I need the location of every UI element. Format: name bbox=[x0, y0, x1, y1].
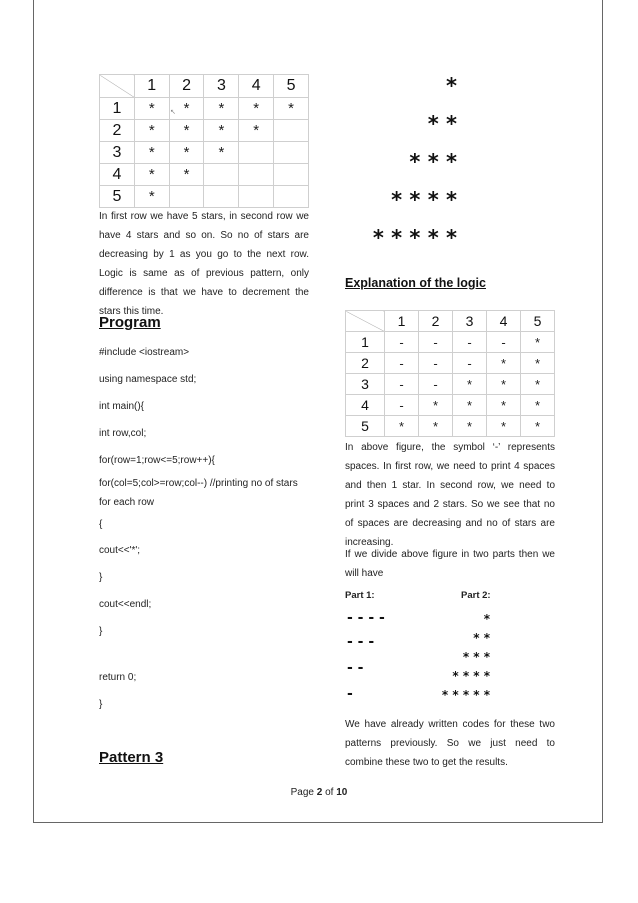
table-cell: * bbox=[453, 395, 487, 416]
star-figure bbox=[345, 74, 457, 254]
col-header: 5 bbox=[521, 311, 555, 332]
figure2-table bbox=[345, 310, 555, 437]
table-cell: * bbox=[239, 120, 274, 142]
table-cell: - bbox=[487, 332, 521, 353]
table-cell: * bbox=[521, 395, 555, 416]
table-cell: - bbox=[419, 353, 453, 374]
row-header: 5 bbox=[100, 186, 135, 208]
right-paragraph-1: In above figure, the symbol ‘-’ represents spaces. In first row, we need to print 4 spaces and then 1 star. In second row, we need to print 3 spaces and 2 stars. So we see that no of spaces are decreasing and no of stars are increasing. bbox=[345, 442, 555, 548]
code-line: using namespace std; bbox=[99, 374, 197, 385]
table-row bbox=[346, 395, 555, 416]
table-cell bbox=[239, 186, 274, 208]
table-cell: - bbox=[453, 353, 487, 374]
corner-cell bbox=[346, 311, 385, 332]
dash-row: - - bbox=[347, 660, 364, 676]
part2-star-figure bbox=[415, 612, 490, 708]
code-line: #include <iostream> bbox=[99, 347, 190, 358]
corner-cell bbox=[100, 75, 135, 98]
row-header: 5 bbox=[346, 416, 385, 437]
table-cell: - bbox=[385, 395, 419, 416]
row-header: 2 bbox=[100, 120, 135, 142]
table-cell: * bbox=[521, 332, 555, 353]
table-cell: * bbox=[239, 98, 274, 120]
table-row bbox=[100, 164, 309, 186]
table-cell bbox=[274, 120, 309, 142]
table-cell bbox=[204, 164, 239, 186]
explanation-heading: Explanation of the logic bbox=[345, 276, 486, 290]
table-cell: * bbox=[487, 416, 521, 437]
figure1-container bbox=[99, 74, 309, 208]
part2-label: Part 2: bbox=[461, 590, 491, 601]
col-header: 5 bbox=[274, 75, 309, 98]
dash-figure bbox=[345, 610, 405, 710]
table-cell bbox=[239, 164, 274, 186]
row-header: 3 bbox=[100, 142, 135, 164]
table-cell: * bbox=[204, 98, 239, 120]
footer-current-page: 2 bbox=[316, 787, 323, 798]
code-line: } bbox=[99, 572, 103, 583]
table-row bbox=[346, 374, 555, 395]
star-row: * * * * * bbox=[372, 226, 457, 250]
table-cell: * bbox=[419, 416, 453, 437]
table-cell: * bbox=[487, 353, 521, 374]
table-cell bbox=[169, 186, 204, 208]
table-cell: * bbox=[169, 120, 204, 142]
row-header: 1 bbox=[100, 98, 135, 120]
table-cell: * bbox=[521, 374, 555, 395]
star-row: * * * * bbox=[452, 669, 490, 683]
table-cell: * bbox=[204, 142, 239, 164]
cursor-artifact-icon: ↖ bbox=[170, 109, 176, 116]
table-cell: * bbox=[134, 142, 169, 164]
footer-prefix: Page bbox=[290, 787, 317, 798]
table-row bbox=[100, 120, 309, 142]
table-cell: - bbox=[385, 374, 419, 395]
footer-total-pages: 10 bbox=[336, 787, 348, 798]
table-cell: * bbox=[274, 98, 309, 120]
col-header: 3 bbox=[453, 311, 487, 332]
col-header: 1 bbox=[134, 75, 169, 98]
table-cell: * bbox=[521, 416, 555, 437]
code-line: for(col=5;col>=row;col--) //printing no of stars for each row bbox=[99, 478, 298, 508]
row-header: 4 bbox=[346, 395, 385, 416]
dash-row: - - - bbox=[347, 634, 375, 650]
code-line: return 0; bbox=[99, 672, 137, 683]
table-cell: - bbox=[385, 332, 419, 353]
star-row: * * * * * bbox=[441, 688, 490, 702]
dash-row: - bbox=[347, 686, 353, 702]
program-heading: Program bbox=[99, 314, 161, 331]
page-footer bbox=[0, 787, 638, 798]
pattern3-heading: Pattern 3 bbox=[99, 749, 164, 766]
col-header: 1 bbox=[385, 311, 419, 332]
row-header: 3 bbox=[346, 374, 385, 395]
star-row: * * * bbox=[409, 150, 457, 174]
table-cell: * bbox=[385, 416, 419, 437]
figure2-container bbox=[345, 310, 555, 437]
table-row bbox=[346, 332, 555, 353]
table-row bbox=[346, 353, 555, 374]
row-header: 4 bbox=[100, 164, 135, 186]
table-cell: - bbox=[419, 374, 453, 395]
table-cell bbox=[274, 186, 309, 208]
table-row bbox=[100, 98, 309, 120]
table-cell: * bbox=[453, 416, 487, 437]
star-row: * * bbox=[473, 631, 490, 645]
code-line: } bbox=[99, 626, 103, 637]
table-cell bbox=[274, 164, 309, 186]
table-cell: - bbox=[453, 332, 487, 353]
code-line: for(row=1;row<=5;row++){ bbox=[99, 455, 215, 466]
code-line: int main(){ bbox=[99, 401, 145, 412]
table-cell: - bbox=[385, 353, 419, 374]
footer-middle: of bbox=[322, 787, 337, 798]
star-row: * * * * bbox=[391, 188, 457, 212]
col-header: 2 bbox=[169, 75, 204, 98]
figure1-header-row bbox=[100, 75, 309, 98]
figure2-header-row bbox=[346, 311, 555, 332]
code-line: cout<<'*'; bbox=[99, 545, 141, 556]
table-cell bbox=[204, 186, 239, 208]
star-row: * * * bbox=[462, 650, 490, 664]
figure1-table bbox=[99, 74, 309, 208]
star-row: * bbox=[446, 74, 457, 98]
table-cell: * bbox=[487, 374, 521, 395]
table-row bbox=[100, 142, 309, 164]
table-cell: * bbox=[169, 164, 204, 186]
code-line: { bbox=[99, 519, 103, 530]
col-header: 2 bbox=[419, 311, 453, 332]
table-row bbox=[346, 416, 555, 437]
col-header: 4 bbox=[239, 75, 274, 98]
table-cell: * bbox=[134, 186, 169, 208]
star-row: * bbox=[483, 612, 490, 626]
table-cell: * bbox=[487, 395, 521, 416]
code-block bbox=[99, 346, 309, 716]
right-paragraph-3: We have already written codes for these two patterns previously. So we just need to combine these two to get the results. bbox=[345, 719, 555, 768]
code-line: cout<<endl; bbox=[99, 599, 152, 610]
table-cell: * bbox=[134, 120, 169, 142]
right-paragraph-2: If we divide above figure in two parts then we will have bbox=[345, 549, 555, 579]
table-cell: * bbox=[419, 395, 453, 416]
part1-label: Part 1: bbox=[345, 590, 375, 601]
table-cell: * bbox=[134, 164, 169, 186]
star-row: * * bbox=[427, 112, 457, 136]
left-paragraph: In first row we have 5 stars, in second row we have 4 stars and so on. So no of stars are decreasing by 1 as you go to the next row. Logic is same as of previous pattern, only difference is that we have to decrement the stars this time. bbox=[99, 211, 309, 317]
table-row bbox=[100, 186, 309, 208]
table-cell bbox=[274, 142, 309, 164]
table-cell: * bbox=[169, 98, 204, 120]
table-cell: - bbox=[419, 332, 453, 353]
dash-row: - - - - bbox=[347, 610, 385, 626]
col-header: 3 bbox=[204, 75, 239, 98]
row-header: 1 bbox=[346, 332, 385, 353]
table-cell: * bbox=[453, 374, 487, 395]
table-cell bbox=[239, 142, 274, 164]
code-line: int row,col; bbox=[99, 428, 147, 439]
code-line: } bbox=[99, 699, 103, 710]
table-cell: * bbox=[204, 120, 239, 142]
table-cell: * bbox=[169, 142, 204, 164]
col-header: 4 bbox=[487, 311, 521, 332]
row-header: 2 bbox=[346, 353, 385, 374]
table-cell: * bbox=[521, 353, 555, 374]
table-cell: * bbox=[134, 98, 169, 120]
